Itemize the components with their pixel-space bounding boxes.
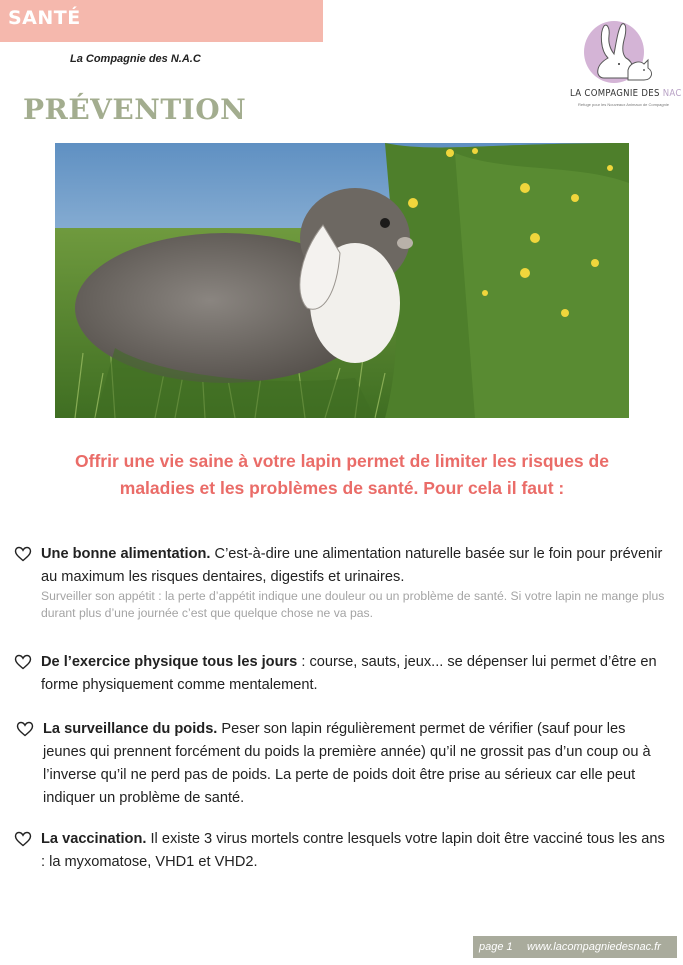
item-body: : course, sauts, jeux... se dépenser lui permet d’être en forme physiquement comme mentalement. bbox=[41, 654, 657, 693]
item-title: De l’exercice physique tous les jours bbox=[41, 654, 298, 670]
footer-band bbox=[473, 936, 677, 958]
page-number: page 1 bbox=[479, 941, 513, 953]
heart-icon bbox=[14, 546, 32, 562]
website-link[interactable]: www.lacompagniedesnac.fr bbox=[527, 941, 661, 953]
logo bbox=[570, 18, 682, 113]
page-title: PRÉVENTION bbox=[23, 93, 247, 126]
heart-icon bbox=[14, 654, 32, 670]
heart-icon bbox=[16, 721, 34, 737]
rabbit-photo bbox=[55, 143, 629, 418]
item-note: Surveiller son appétit : la perte d’appétit indique une douleur ou un problème de santé. Si votre lapin ne mange plus durant plus d’une journée c’est que quelque chose ne va pas. bbox=[41, 589, 665, 620]
list-item bbox=[16, 718, 669, 810]
brand-name: La Compagnie des N.A.C bbox=[70, 53, 201, 65]
item-title: La surveillance du poids. bbox=[43, 721, 218, 737]
list-item bbox=[14, 828, 669, 874]
list-item bbox=[14, 543, 669, 622]
header-band bbox=[0, 0, 323, 42]
item-title: Une bonne alimentation. bbox=[41, 546, 211, 562]
item-body: Peser son lapin régulièrement permet de vérifier (sauf pour les jeunes qui prennent forcément du poids la première année) qu’il ne grossit pas d’un coup ou à l’inverse qu’il ne perd pas de poids. La perte de poids doit être prise au sérieux car elle peut indiquer un problème de santé. bbox=[43, 721, 651, 806]
item-body: C’est-à-dire une alimentation naturelle basée sur le foin pour prévenir au maximum les risques dentaires, digestifs et urinaires. bbox=[41, 546, 663, 585]
heart-icon bbox=[14, 831, 32, 847]
rabbit-in-grass-image bbox=[55, 143, 629, 418]
section-title: SANTÉ bbox=[8, 7, 81, 29]
list-item bbox=[14, 651, 669, 697]
logo-text: LA COMPAGNIE DES NAC bbox=[570, 88, 682, 99]
logo-tagline: Refuge pour les Nouveaux Animaux de Compagnie bbox=[578, 102, 669, 107]
intro-text: Offrir une vie saine à votre lapin permet de limiter les risques de maladies et les problèmes de santé. Pour cela il faut : bbox=[75, 451, 609, 498]
rabbit-cat-logo-icon bbox=[570, 18, 670, 88]
item-title: La vaccination. bbox=[41, 831, 147, 847]
item-body: Il existe 3 virus mortels contre lesquels votre lapin doit être vacciné tous les ans : la myxomatose, VHD1 et VHD2. bbox=[41, 831, 665, 870]
